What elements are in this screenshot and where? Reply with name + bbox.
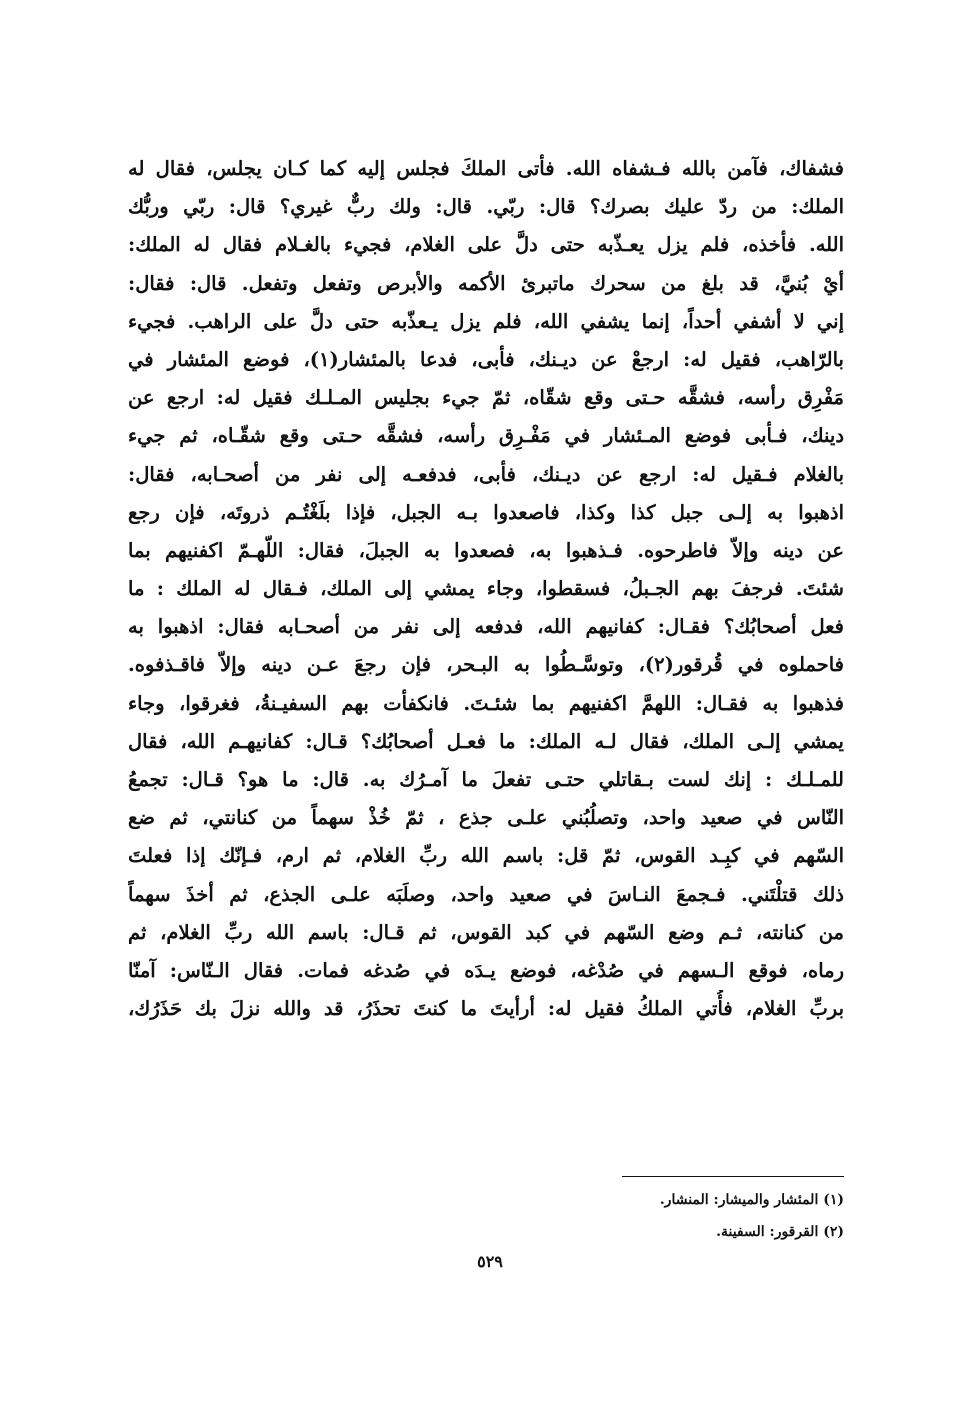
text-line: من كنانته، ثـم وضع السّهم في كبد القوس، ثم قـال: باسم الله ربِّ الغلام، ثم [128, 920, 844, 944]
text-line: بالغلام فـقيل له: ارجع عن ديـنك، فأبى، فدفعـه إلى نفر من أصحـابه، فقال: [128, 462, 844, 486]
footnote-separator [622, 1176, 844, 1177]
footnote-1: (١) المئشار والميشار: المنشار. [659, 1192, 844, 1208]
text-line: النّاس في صعيد واحد، وتصلُبُني علـى جذع ، ثمّ خُذْ سهماً من كنانتي، ثم ضع [128, 806, 844, 830]
text-line: فشفاك، فآمن بالله فـشفاه الله. فأتى الملكَ فجلس إليه كما كـان يجلس، فقال له [128, 157, 844, 180]
footnote-2: (٢) القرقور: السفينة. [716, 1224, 844, 1240]
text-line: السّهم في كبِـد القوس، ثمّ قل: باسم الله ربِّ الغلام، ثم ارم، فـإنّك إذا فعلتَ [128, 844, 844, 868]
main-text [128, 150, 844, 1028]
text-line: ذلك قتلْتَني. فـجمعَ النـاسَ في صعيد واحد، وصلَبَه علـى الجذع، ثم أخذَ سهماً [128, 882, 844, 906]
text-line: رماه، فوقع الـسهم في صُدْغه، فوضع يـدَه في صُدغه فمات. فقال الـنّاس: آمنّا [128, 958, 844, 982]
footnotes [344, 1184, 844, 1248]
text-line: شئتَ. فرجفَ بهم الجـبلُ، فسقطوا، وجاء يمشي إلى الملك، فـقال له الملك : ما [128, 577, 844, 601]
text-line: بالرّاهب، فقيل له: ارجعْ عن ديـنك، فأبى، فدعا بالمئشار(١)، فوضع المئشار في [128, 347, 844, 371]
text-line: بربِّ الغلام، فأُتي الملكُ فقيل له: أرأيتَ ما كنتَ تحذَرُ، قد والله نزلَ بك حَذَرُك، [128, 997, 844, 1021]
text-line: اذهبوا به إلـى جبل كذا وكذا، فاصعدوا بـه الجبل، فإذا بلَغْتُـم ذروتَه، فإن رجع [128, 500, 844, 524]
text-line: دينك، فـأبى فوضع المـئشار في مَفْـرِق رأسه، فشقَّه حـتى وقع شقّـاه، ثم جيء [128, 424, 844, 448]
text-line: مَفْرِق رأسه، فشقَّه حـتى وقع شقّاه، ثمّ جيء بجليس المـلـك فقيل له: ارجع عن [128, 386, 844, 410]
text-line: فذهبوا به فقـال: اللهمَّ اكفنيهم بما شئـتَ. فانكفأت بهم السفيـنةُ، فغرقوا، وجاء [128, 691, 844, 715]
text-line: أيْ بُنيَّ، قد بلغ من سحرك ماتبرئ الأكمه والأبرص وتفعل وتفعل. قال: فقال: [128, 271, 844, 295]
text-line: فعل أصحابُك؟ فقـال: كفانيهم الله، فدفعه إلى نفر من أصحـابه فقال: اذهبوا به [128, 615, 844, 639]
text-line: فاحملوه في قُرقور(٢)، وتوسَّـطُوا به البـحر، فإن رجعَ عـن دينه وإلاّ فاقـذفوه. [128, 653, 844, 677]
page-number: ٥٢٩ [477, 1252, 503, 1271]
text-line: إني لا أشفي أحداً، إنما يشفي الله، فلم يزل يـعذّبه حتى دلَّ على الراهب. فجيء [128, 309, 844, 333]
text-line: عن دينه وإلاّ فاطرحوه. فـذهبوا به، فصعدوا به الجبلَ، فقال: اللّهـمّ اكفنيهم بما [128, 538, 844, 562]
text-line: الملك: من ردّ عليك بصرك؟ قال: ربّي. قال: ولك ربٌّ غيري؟ قال: ربّي وربُّك [128, 195, 844, 219]
text-line: للمـلـك : إنك لست بـقاتلي حتـى تفعلَ ما آمـرُك به. قال: ما هو؟ قـال: تجمعُ [128, 768, 844, 791]
text-line: يمشي إلـى الملك، فقال لـه الملك: ما فعـل أصحابُك؟ قـال: كفانيهـم الله، فقال [128, 729, 844, 753]
text-line: الله. فأخذه، فلم يزل يعـذّبه حتى دلَّ على الغلام، فجيء بالغـلام فقال له الملك: [128, 233, 844, 257]
